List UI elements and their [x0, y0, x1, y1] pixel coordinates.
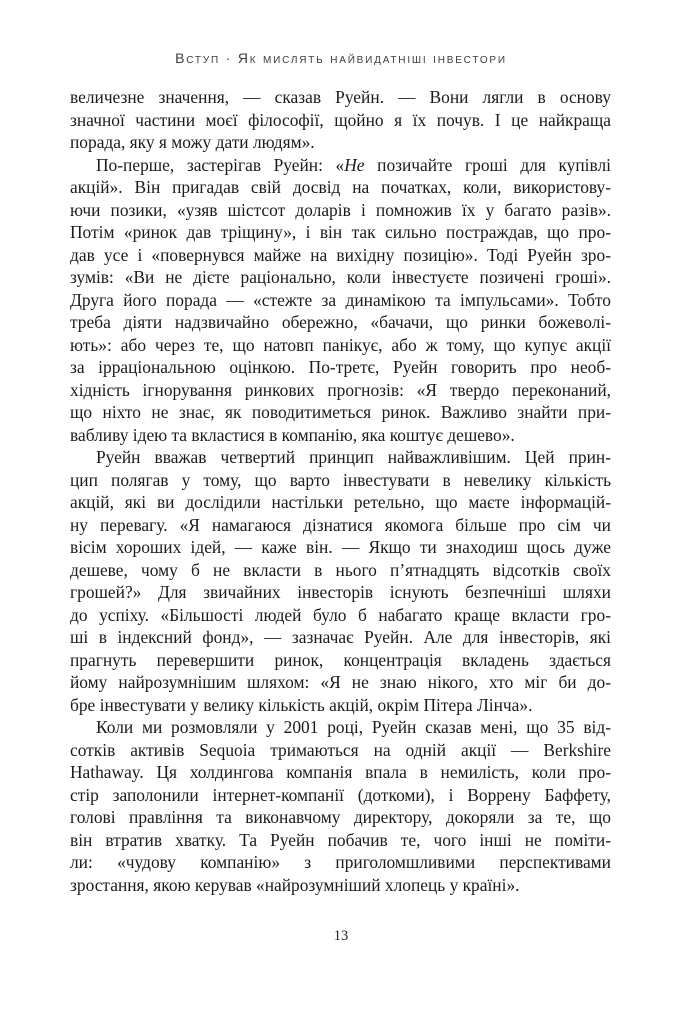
text-segment: акцій». Він пригадав свій досвід на початках, коли, використову- — [70, 177, 611, 197]
text-segment: ші в індексний фонд», — зазначає Руейн. Але для інвесторів, які — [70, 627, 611, 647]
text-line — [70, 581, 611, 604]
text-line — [70, 311, 611, 334]
text-segment: він втратив хватку. Та Руейн побачив те, чого інші не поміти- — [70, 829, 611, 850]
text-segment: хідність ігнорування ринкових прогнозів: «Я твердо переконаний, — [70, 379, 611, 400]
text-segment: ли: «чудову компанію» з приголомшливими перспективами — [70, 852, 611, 872]
text-segment: грошей?» Для звичайних інвесторів існують безпечніші шляхи — [70, 582, 611, 602]
text-line — [70, 716, 611, 739]
text-line — [70, 626, 611, 649]
text-segment: стір заполонили інтернет-компанії (доткоми), і Воррену Баффету, — [70, 784, 611, 805]
text-segment: бре інвестувати у велику кількість акцій, окрім Пітера Лінча». — [70, 694, 533, 715]
text-line — [70, 694, 611, 717]
page-number: 13 — [333, 928, 349, 944]
text-segment: ючи позики, «узяв шістсот доларів і помножив їх у багато разів». — [70, 199, 611, 220]
text-segment: голові правління та виконавчому директору, докоряли за те, що — [70, 807, 611, 827]
text-line — [70, 199, 611, 222]
text-segment: порада, яку я можу дати людям». — [70, 132, 315, 152]
text-line — [70, 401, 611, 424]
text-segment: ють»: або через те, що натовп панікує, або ж тому, що купує акції — [70, 334, 611, 355]
text-line — [70, 784, 611, 807]
text-line — [70, 806, 611, 829]
text-segment: Руейн вважав четвертий принцип найважливішим. Цей прин- — [96, 447, 611, 467]
text-segment: йому найрозумнішим шляхом: «Я не знаю нікого, хто міг би до- — [70, 672, 611, 692]
text-line — [70, 649, 611, 672]
text-segment: зростання, якою керував «найрозумніший хлопець у країні». — [70, 874, 520, 895]
text-line — [70, 739, 611, 762]
text-segment: прагнуть перевершити ринок, концентрація вкладень здається — [70, 649, 611, 670]
text-line — [70, 244, 611, 267]
text-segment: треба діяти надзвичайно обережно, «бачачи, що ринки божеволі- — [70, 312, 611, 332]
text-line — [70, 379, 611, 402]
text-segment: що ніхто не знає, як поводитиметься ринок. Важливо знайти при- — [70, 402, 611, 422]
text-line — [70, 334, 611, 357]
text-segment: позичайте гроші для купівлі — [364, 154, 611, 175]
text-line — [70, 536, 611, 559]
text-line — [70, 446, 611, 469]
body-text — [70, 86, 611, 896]
text-segment: Потім «ринок дав тріщину», і він так сильно постраждав, що про- — [70, 222, 611, 242]
running-header: Вступ · Як мислять найвидатніші інвестори — [175, 50, 507, 66]
text-segment: цип полягав у тому, що варто інвестувати в невелику кількість — [70, 469, 611, 490]
text-line — [70, 356, 611, 379]
text-line — [70, 829, 611, 852]
text-segment: дав усе і «повернувся майже на вихідну позицію». Тоді Руейн зро- — [70, 244, 611, 265]
text-line — [70, 469, 611, 492]
text-segment: зумів: «Ви не дієте раціонально, коли інвестуєте позичені гроші». — [70, 267, 611, 287]
text-line — [70, 851, 611, 874]
text-segment: до успіху. «Більшості людей було б набагато краще вкласти гро- — [70, 604, 611, 625]
text-line — [70, 671, 611, 694]
text-segment: дешеве, чому б не вкласти в нього п’ятнадцять відсотків своїх — [70, 559, 611, 580]
text-segment: сотків активів Sequoia тримаються на одній акції — Berkshire — [70, 739, 611, 760]
text-segment: акцій, які ви дослідили настільки ретельно, що маєте інформацій- — [70, 492, 611, 512]
text-segment: ну перевагу. «Я намагаюся дізнатися якомога більше про сім чи — [70, 514, 611, 535]
text-line — [70, 424, 611, 447]
text-segment: вісім хороших ідей, — каже він. — Якщо ти знаходиш щось дуже — [70, 537, 611, 557]
text-segment: Hathaway. Ця холдингова компанія впала в немилість, коли про- — [70, 762, 611, 782]
text-line — [70, 559, 611, 582]
text-line — [70, 514, 611, 537]
text-segment: Друга його порада — «стежте за динамікою та імпульсами». Тобто — [70, 289, 611, 310]
text-line — [70, 289, 611, 312]
text-line — [70, 604, 611, 627]
text-segment: По-перше, застерігав Руейн: « — [96, 154, 345, 175]
text-line — [70, 221, 611, 244]
text-line — [70, 154, 611, 177]
text-line — [70, 491, 611, 514]
text-line — [70, 874, 611, 897]
text-segment: вабливу ідею та вкластися в компанію, яка коштує дешево». — [70, 424, 515, 445]
text-line — [70, 761, 611, 784]
text-segment: значної частини моєї філософії, щойно я їх почув. І це найкраща — [70, 109, 611, 130]
italic-text: Не — [344, 154, 365, 175]
text-segment: за ірраціональною оцінкою. По-третє, Руейн говорить про необ- — [70, 357, 611, 377]
text-line — [70, 266, 611, 289]
text-line — [70, 131, 611, 154]
text-segment: Коли ми розмовляли у 2001 році, Руейн сказав мені, що 35 від- — [96, 717, 611, 737]
text-line — [70, 176, 611, 199]
text-line — [70, 109, 611, 132]
text-line — [70, 86, 611, 109]
text-segment: величезне значення, — сказав Руейн. — Вони лягли в основу — [70, 87, 611, 107]
